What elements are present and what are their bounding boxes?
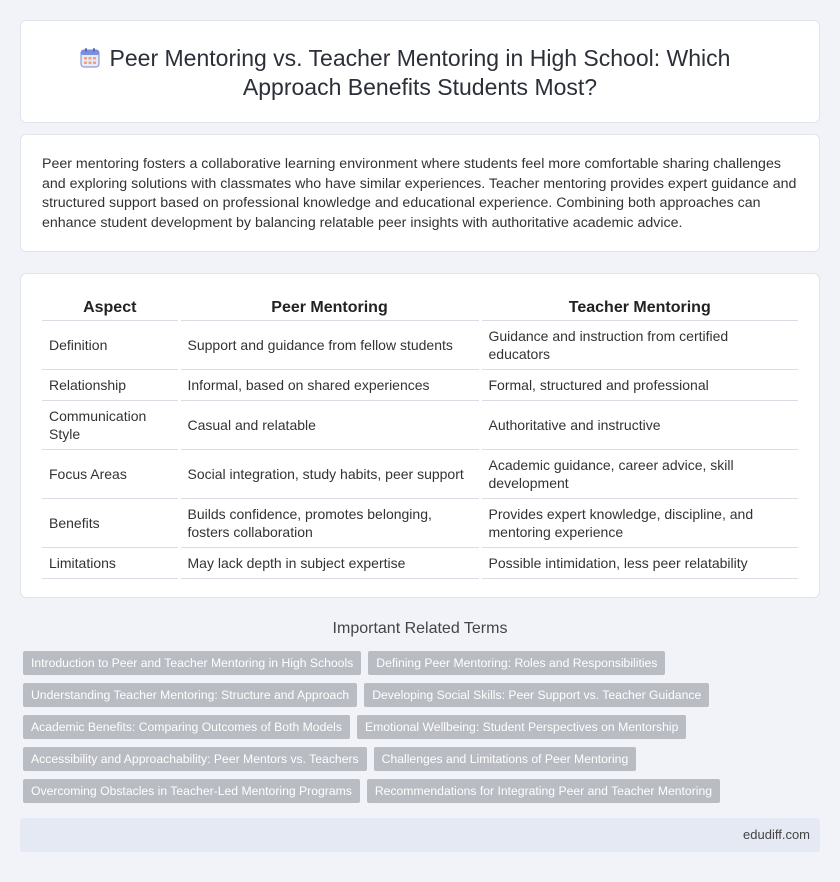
aspect-cell: Definition [42,320,179,369]
aspect-cell: Relationship [42,369,179,400]
page-title-line-1: Peer Mentoring vs. Teacher Mentoring in High School: Which [109,45,731,71]
comparison-table [42,296,798,579]
table-row [42,369,798,400]
aspect-cell: Limitations [42,547,179,578]
teacher-cell: Possible intimidation, less peer relatability [480,547,798,578]
table-row [42,498,798,547]
intro-paragraph: Peer mentoring fosters a collaborative learning environment where students feel more comfortable sharing challenges and exploring solutions with classmates who have similar experiences. Teacher mentoring provides expert guidance and structured support based on professional knowledge and educational experience. Combining both approaches can enhance student development by balancing relatable peer insights with authoritative academic advice. [42,156,797,231]
related-term-tag[interactable]: Challenges and Limitations of Peer Mentoring [374,747,637,771]
page-title-line-2: Approach Benefits Students Most? [242,74,598,100]
aspect-cell: Focus Areas [42,449,179,498]
page-title [21,44,819,102]
teacher-cell: Authoritative and instructive [480,400,798,449]
related-terms-title: Important Related Terms [332,620,508,637]
site-name[interactable]: edudiff.com [743,827,810,842]
comparison-table-card [20,273,820,598]
tag-row [23,747,803,771]
related-term-tag[interactable]: Academic Benefits: Comparing Outcomes of Both Models [23,715,350,739]
related-term-tag[interactable]: Understanding Teacher Mentoring: Structure and Approach [23,683,357,707]
related-term-tag[interactable]: Accessibility and Approachability: Peer Mentors vs. Teachers [23,747,367,771]
tag-row [23,683,803,707]
peer-cell: Casual and relatable [179,400,480,449]
teacher-cell: Provides expert knowledge, discipline, and mentoring experience [480,498,798,547]
tag-row [23,779,803,803]
teacher-cell: Formal, structured and professional [480,369,798,400]
teacher-cell: Academic guidance, career advice, skill development [480,449,798,498]
table-row [42,400,798,449]
table-row [42,547,798,578]
related-terms-list [23,651,803,811]
table-row [42,320,798,369]
related-term-tag[interactable]: Emotional Wellbeing: Student Perspectives on Mentorship [357,715,686,739]
peer-cell: Social integration, study habits, peer support [179,449,480,498]
related-term-tag[interactable]: Developing Social Skills: Peer Support vs. Teacher Guidance [364,683,709,707]
table-header-row [42,296,798,320]
header-teacher-mentoring: Teacher Mentoring [480,296,798,320]
teacher-cell: Guidance and instruction from certified educators [480,320,798,369]
tag-row [23,651,803,675]
header-peer-mentoring: Peer Mentoring [179,296,480,320]
related-term-tag[interactable]: Overcoming Obstacles in Teacher-Led Mentoring Programs [23,779,360,803]
table-row [42,449,798,498]
title-card [20,20,820,123]
footer [20,818,820,852]
tag-row [23,715,803,739]
aspect-cell: Benefits [42,498,179,547]
related-term-tag[interactable]: Defining Peer Mentoring: Roles and Responsibilities [368,651,665,675]
aspect-cell: Communication Style [42,400,179,449]
peer-cell: May lack depth in subject expertise [179,547,480,578]
related-term-tag[interactable]: Introduction to Peer and Teacher Mentoring in High Schools [23,651,361,675]
intro-card [20,134,820,252]
header-aspect: Aspect [42,296,179,320]
peer-cell: Informal, based on shared experiences [179,369,480,400]
peer-cell: Support and guidance from fellow students [179,320,480,369]
related-term-tag[interactable]: Recommendations for Integrating Peer and Teacher Mentoring [367,779,720,803]
peer-cell: Builds confidence, promotes belonging, fosters collaboration [179,498,480,547]
